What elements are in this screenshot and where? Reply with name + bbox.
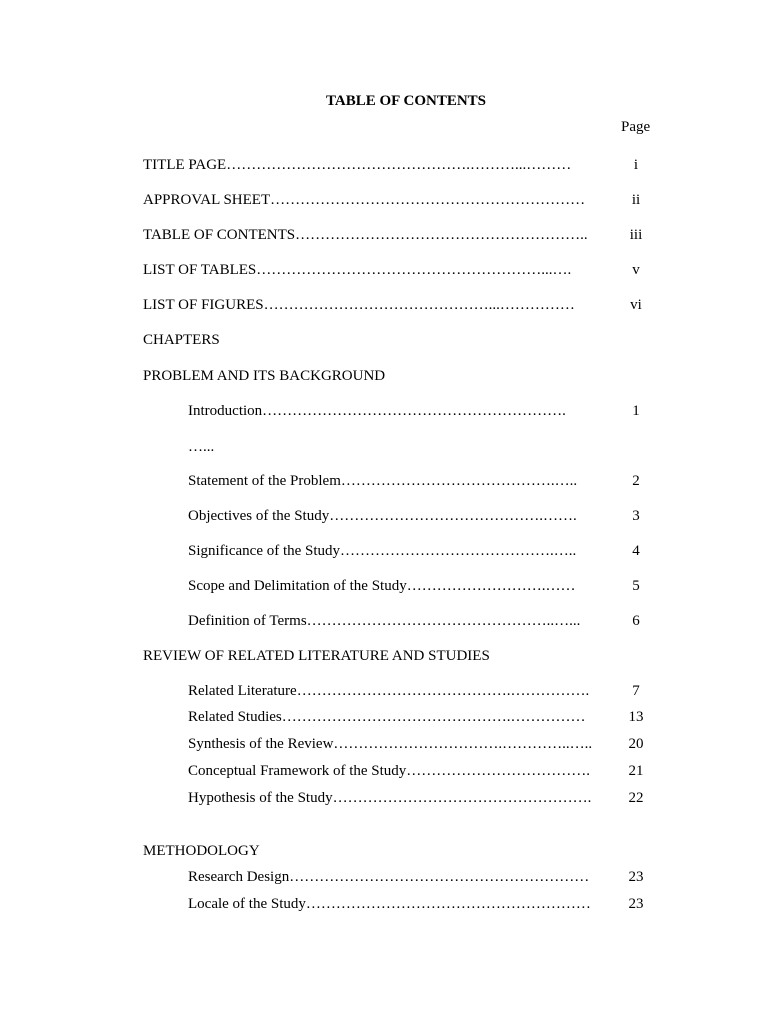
toc-page-number: 4 (632, 543, 640, 559)
toc-heading-problem-background: PROBLEM AND ITS BACKGROUND (143, 368, 386, 384)
toc-entry-definition-of-terms: Definition of Terms…………………………………………..…... (188, 613, 581, 629)
toc-entry-table-of-contents: TABLE OF CONTENTS………………………………………………….. (143, 227, 588, 243)
toc-entry-hypothesis: Hypothesis of the Study……………………………………………. (188, 790, 592, 806)
toc-entry-approval-sheet: APPROVAL SHEET……………………………………………………… (143, 192, 586, 208)
toc-entry-conceptual-framework: Conceptual Framework of the Study………………………………. (188, 763, 591, 779)
toc-page-number: v (632, 262, 640, 278)
toc-page-number: 1 (632, 403, 640, 419)
toc-page-number: 2 (632, 473, 640, 489)
toc-page-number: 6 (632, 613, 640, 629)
toc-entry-locale: Locale of the Study………………………………………………… (188, 896, 591, 912)
toc-entry-list-of-figures: LIST OF FIGURES………………………………………...…………… (143, 297, 575, 313)
toc-entry-list-of-tables: LIST OF TABLES…………………………………………………...…. (143, 262, 572, 278)
toc-heading-chapters: CHAPTERS (143, 332, 220, 348)
toc-entry-introduction: Introduction……………………………………………………. (188, 403, 566, 419)
toc-entry-synthesis: Synthesis of the Review…………………………….…………..….. (188, 736, 593, 752)
toc-entry-title-page: TITLE PAGE………………………………………….………...……… (143, 157, 572, 173)
toc-page-number: iii (629, 227, 643, 243)
toc-page-number: 22 (628, 790, 644, 806)
toc-entry-related-literature: Related Literature…………………………………….……………. (188, 683, 590, 699)
toc-page-number: 3 (632, 508, 640, 524)
toc-page-number: 7 (632, 683, 640, 699)
toc-page-number: 5 (632, 578, 640, 594)
page-title: TABLE OF CONTENTS (325, 93, 487, 109)
toc-page-number: 23 (628, 869, 644, 885)
toc-leader-continuation: …... (188, 439, 215, 455)
toc-entry-objectives: Objectives of the Study…………………………………….……. (188, 508, 577, 524)
toc-heading-review-literature: REVIEW OF RELATED LITERATURE AND STUDIES (143, 648, 490, 664)
toc-page-number: 23 (628, 896, 644, 912)
toc-page-number: 21 (628, 763, 644, 779)
toc-entry-related-studies: Related Studies……………………………………….…………… (188, 709, 586, 725)
toc-entry-research-design: Research Design…………………………………………………… (188, 869, 590, 885)
toc-page-number: ii (631, 192, 641, 208)
toc-entry-statement-of-problem: Statement of the Problem…………………………………….….. (188, 473, 578, 489)
page-column-header: Page (621, 119, 651, 135)
toc-page-number: 13 (628, 709, 644, 725)
toc-page-number: vi (630, 297, 642, 313)
toc-entry-scope-delimitation: Scope and Delimitation of the Study……………………….…… (188, 578, 576, 594)
toc-heading-methodology: METHODOLOGY (143, 843, 260, 859)
toc-page-number: i (633, 157, 639, 173)
toc-entry-significance: Significance of the Study…………………………………….….. (188, 543, 577, 559)
toc-page-number: 20 (628, 736, 644, 752)
